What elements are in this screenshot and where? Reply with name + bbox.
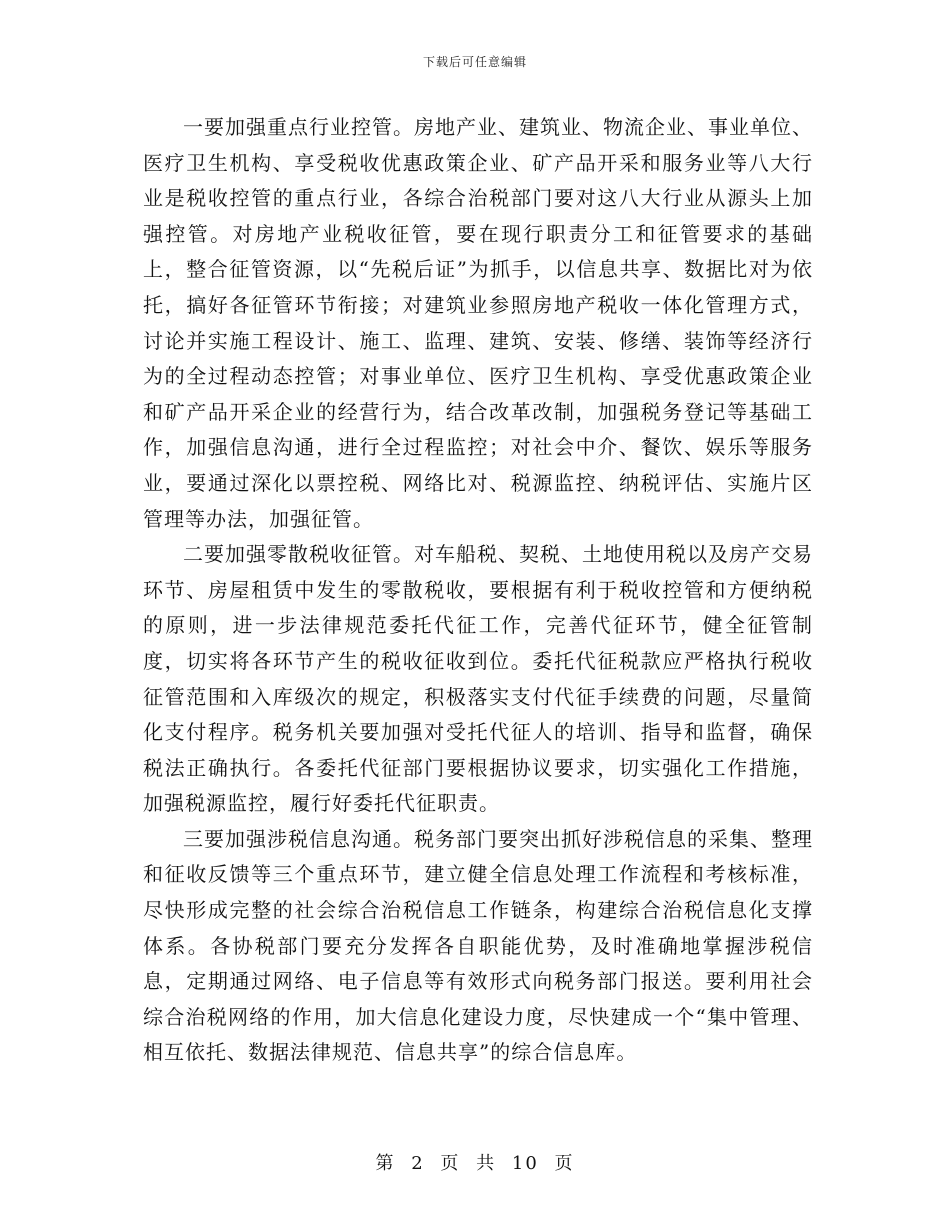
footer-prefix: 第 (375, 1153, 396, 1174)
footer-current-page: 2 (411, 1153, 425, 1174)
footer-page-word: 页 (440, 1153, 461, 1174)
paragraph-1: 一要加强重点行业控管。房地产业、建筑业、物流企业、事业单位、医疗卫生机构、享受税收优惠政策企业、矿产品开采和服务业等八大行业是税收控管的重点行业，各综合治税部门要对这八大行业从源头上加强控管。对房地产业税收征管，要在现行职责分工和征管要求的基础上，整合征管资源，以“先税后证”为抓手，以信息共享、数据比对为依托，搞好各征管环节衔接；对建筑业参照房地产税收一体化管理方式，讨论并实施工程设计、施工、监理、建筑、安装、修缮、装饰等经济行为的全过程动态控管；对事业单位、医疗卫生机构、享受优惠政策企业和矿产品开采企业的经营行为，结合改革改制，加强税务登记等基础工作，加强信息沟通，进行全过程监控；对社会中介、餐饮、娱乐等服务业，要通过深化以票控税、网络比对、税源监控、纳税评估、实施片区管理等办法，加强征管。 (143, 115, 813, 531)
footer-suffix: 页 (554, 1153, 575, 1174)
paragraph-2: 二要加强零散税收征管。对车船税、契税、土地使用税以及房产交易环节、房屋租赁中发生的零散税收，要根据有利于税收控管和方便纳税的原则，进一步法律规范委托代征工作，完善代征环节，健全征管制度，切实将各环节产生的税收征收到位。委托代征税款应严格执行税收征管范围和入库级次的规定，积极落实支付代征手续费的问题，尽量简化支付程序。税务机关要加强对受托代征人的培训、指导和监督，确保税法正确执行。各委托代征部门要根据协议要求，切实强化工作措施，加强税源监控，履行好委托代征职责。 (143, 542, 813, 816)
document-body (143, 110, 813, 1071)
page-header: 下载后可任意编辑 (422, 55, 527, 69)
footer-total-word: 共 (476, 1153, 497, 1174)
paragraph-3: 三要加强涉税信息沟通。税务部门要突出抓好涉税信息的采集、整理和征收反馈等三个重点环节，建立健全信息处理工作流程和考核标准，尽快形成完整的社会综合治税信息工作链条，构建综合治税信息化支撑体系。各协税部门要充分发挥各自职能优势，及时准确地掌握涉税信息，定期通过网络、电子信息等有效形式向税务部门报送。要利用社会综合治税网络的作用，加大信息化建设力度，尽快建成一个“集中管理、相互依托、数据法律规范、信息共享”的综合信息库。 (143, 826, 813, 1065)
footer-total-pages: 10 (511, 1153, 539, 1174)
page-footer (0, 1152, 950, 1176)
